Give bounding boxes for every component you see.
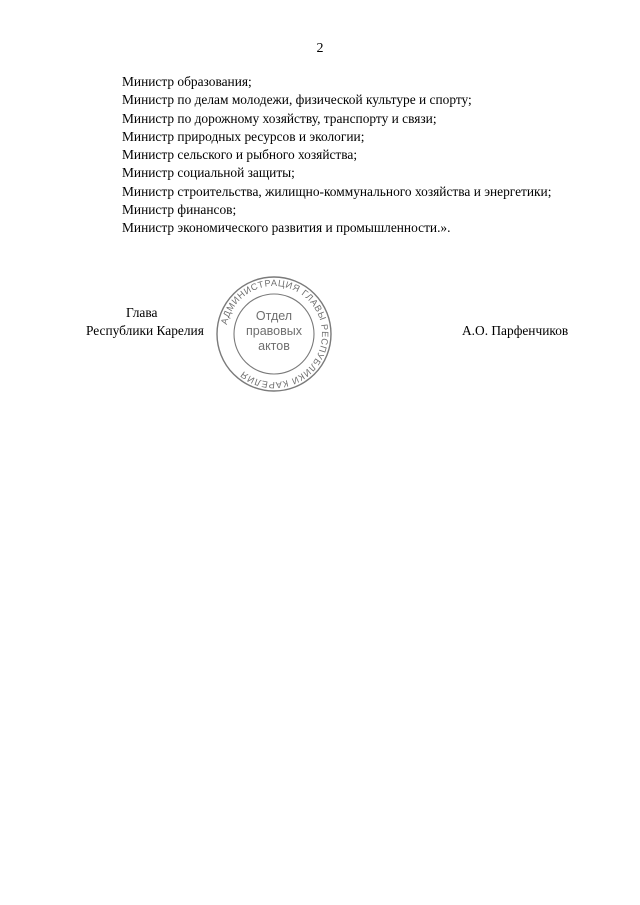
signatory-name: А.О. Парфенчиков	[462, 323, 569, 338]
stamp-line1: Отдел	[255, 309, 293, 323]
paragraph-youth-sport: Министр по делам молодежи, физической культуре и спорту;	[122, 92, 472, 108]
paragraph-economic-development: Министр экономического развития и промышленности.».	[122, 220, 451, 236]
paragraph-natural-resources: Министр природных ресурсов и экологии;	[122, 128, 365, 144]
stamp-line2: правовых	[246, 324, 302, 338]
stamp-ring-text: АДМИНИСТРАЦИЯ ГЛАВЫ РЕСПУБЛИКИ КАРЕЛИЯ	[218, 277, 331, 391]
page-number: 2	[316, 41, 324, 56]
paragraph-construction: Министр строительства, жилищно-коммунального хозяйства и энергетики;	[122, 183, 552, 199]
paragraph-agriculture: Министр сельского и рыбного хозяйства;	[122, 147, 358, 163]
signature-title-line1: Глава	[126, 305, 158, 320]
signature-title-line2: Республики Карелия	[86, 323, 204, 338]
document-body	[86, 73, 595, 238]
paragraph-education: Министр образования;	[122, 74, 252, 89]
paragraph-social-protection: Министр социальной защиты;	[122, 165, 295, 181]
paragraph-roads-transport: Министр по дорожному хозяйству, транспорту и связи;	[122, 110, 437, 126]
stamp-line3: актов	[258, 339, 290, 353]
paragraph-finance: Министр финансов;	[122, 202, 237, 218]
stamp-seal	[214, 274, 334, 394]
